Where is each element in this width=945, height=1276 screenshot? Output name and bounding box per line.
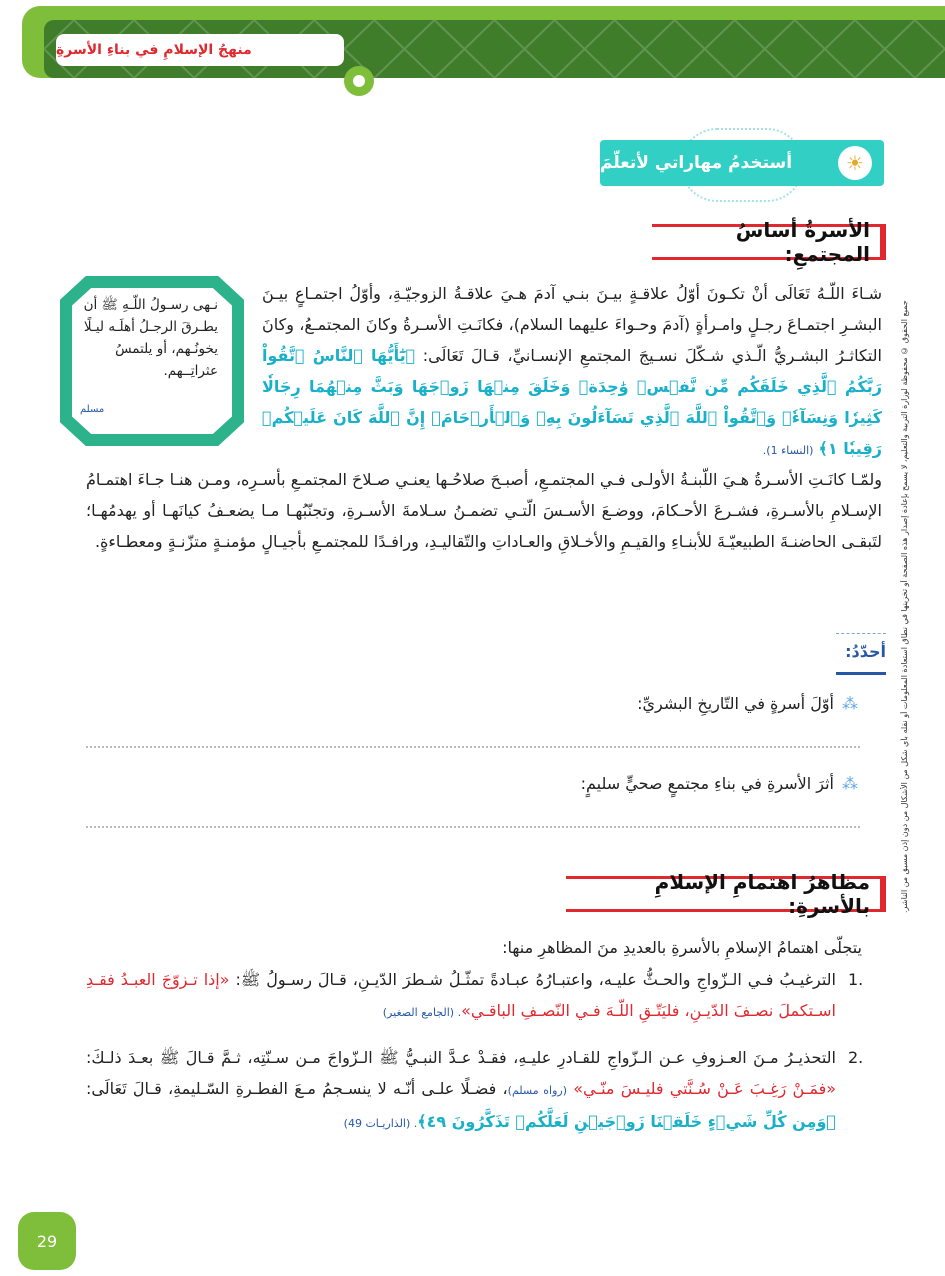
skills-banner: أستخدمُ مهاراتي لأتعلّمَ (600, 140, 884, 186)
answer-line[interactable] (86, 826, 860, 828)
paragraph-text: شـاءَ اللّـهُ تَعَالَى أنْ تكـونَ أوّلُ علاقـةٍ بيـنَ بنـي آدمَ هـيَ علاقـةُ الزوجيّـةِ، وأوّلُ اجتمـاعٍ بيـنَ البشـرِ اجتمـاعَ رجـلٍ وامـرأةٍ (آدمَ وحـواءَ عليهما السلام)، فكانَـتِ الأسـرةُ وكانَ المجتمـعُ، وكانَ التكاثـرُ البشـريُّ الّـذي شـكّلَ نسـيجَ المجتمعِ الإنسـانيِّ، قـالَ تَعَالَى: (262, 284, 882, 365)
quran-verse: ﴿يَٰٓأَيُّهَا ٱلنَّاسُ ٱتَّقُواْ رَبَّكُمُ ٱلَّذِي خَلَقَكُم مِّن نَّفۡسٖ وَٰحِدَةٖ وَخَلَقَ مِنۡهَا زَوۡجَهَا وَبَثَّ مِنۡهُمَا رِجَالٗا كَثِيرٗا وَنِسَآءٗۚ وَٱتَّقُواْ ٱللَّهَ ٱلَّذِي تَسَآءَلُونَ بِهِۦ وَٱلۡأَرۡحَامَۚ إِنَّ ٱللَّهَ كَانَ عَلَيۡكُمۡ رَقِيبٗا ١﴾ (262, 346, 882, 458)
lightbulb-icon: ☀ (838, 146, 872, 180)
hadith-box-text: نـهى رسـولُ اللّـهِ ﷺ أن يطـرقَ الرجـلُ أهلَـه ليـلًا يخونُـهم، أو يلتمسُ عثراتِــهم. (83, 297, 218, 379)
sparkle-icon: ⁂ (842, 694, 858, 713)
aspects-intro: يتجلّى اهتمامُ الإسلامِ بالأسرةِ بالعديدِ منَ المظاهرِ منها: (502, 938, 862, 957)
question-family-impact: أثرَ الأسرةِ في بناءِ مجتمعٍ صحيٍّ سليمٍ: (580, 774, 834, 793)
quran-verse: ﴿وَمِن كُلِّ شَيۡءٍ خَلَقۡنَا زَوۡجَيۡنِ لَعَلَّكُمۡ تَذَكَّرُونَ ٤٩﴾ (417, 1112, 836, 1131)
sparkle-icon: ⁂ (842, 774, 858, 793)
verse-reference: . (الذاريـات 49) (343, 1117, 418, 1130)
section-heading-aspects: مظاهرُ اهتمامِ الإسلامِ بالأسرةِ: (566, 876, 884, 912)
item-text-continued: ، فضـلًا علـى أنّـه لا ينسـجمُ مـعَ الفطـرةِ السّـليمةِ، قـالَ تَعَالَى: (86, 1079, 508, 1098)
header-ring-decoration (344, 66, 374, 96)
item-text: التحذيـرُ مـنَ العـزوفِ عـن الـزّواجِ للقـادرِ عليـهِ، فقـدْ عـدَّ النبـيُّ ﷺ الـزّواجَ مـن سـنّتِه، ثـمَّ قـالَ ﷺ بعـدَ ذلـكَ: (86, 1048, 836, 1067)
hadith-reference: . (الجامع الصغير) (382, 1006, 462, 1019)
paragraph-family-importance: ولمّـا كانَـتِ الأسـرةُ هـيَ اللّبنـةُ الأولـى فـي المجتمـعِ، أصبـحَ صلاحُـها يعنـي صـلاحَ المجتمـعِ بأسـرِه، ومـن هنـا جـاءَ اهتمـامُ الإسـلامِ بالأسـرةِ، فشـرعَ الأحـكامَ، ووضـعَ الأسـسَ الّتـي تضمـنُ سـلامةَ الأسـرةِ، وتجنّبُهـا مـا يضعـفُ كيانَهـا أو يهدمُهـا؛ لتَبقـى الحاضنـةَ الطبيعيّـةَ للأبنـاءِ والقيـمِ والأخـلاقِ والعـاداتِ والتّقاليـدِ، ورافـدًا للمجتمـعِ بأجيـالٍ مؤمنـةٍ متزّنـةٍ ومعطـاءةٍ. (86, 470, 882, 551)
determine-ornament (836, 633, 886, 640)
list-number: 1. (848, 970, 864, 989)
heading-bar (880, 876, 886, 912)
section-heading-family: الأسرةُ أساسُ المجتمعِ: (652, 224, 884, 260)
hadith-quote: «فمَـنْ رَغِـبَ عَـنْ سُـنَّتي فليـسَ منّـي» (573, 1079, 837, 1098)
list-item-encourage-marriage (86, 964, 836, 1028)
hadith-reference: (رواه مسلم) (507, 1084, 568, 1097)
answer-line[interactable] (86, 746, 860, 748)
question-first-family: أوّلَ أسرةٍ في التّاريخِ البشريِّ: (637, 694, 834, 713)
list-number: 2. (848, 1048, 864, 1067)
list-item-warn-abstaining (86, 1042, 836, 1139)
item-text: الترغيـبُ فـي الـزّواجِ والحـثُّ عليـه، واعتبـارُهُ عبـادةً تمثّـلُ شـطرَ الدّيـنِ، قـالَ رسـولُ ﷺ: (235, 970, 836, 989)
determine-label: أحدّدُ: (836, 642, 886, 675)
header-title: منهجُ الإسلامِ في بناءِ الأسرةِ (56, 34, 344, 66)
verse-reference: (النساء 1). (762, 444, 814, 457)
copyright-note: جميع الحقوق © محفوظة لوزارة التربية والتعليم، لا يسمح بإعادة إصدار هذه الصفحة أو تخزينها في نطاق استعادة المعلومات أو نقله بأي شكل من الأشكال من دون إذن مسبق من الناشر. (900, 300, 909, 913)
hadith-box-source: مسلم (80, 404, 105, 415)
paragraph-family-origin (262, 278, 882, 466)
heading-bar (880, 224, 886, 260)
page-number: 29 (18, 1212, 76, 1270)
hadith-quote: «إذا تـزوّجَ العبـدُ فقـدِ اسـتكملَ نصـفَ الدّيـنِ، فليَتّـقِ اللّـهَ فـي النّصـفِ الباقـي» (86, 970, 836, 1020)
